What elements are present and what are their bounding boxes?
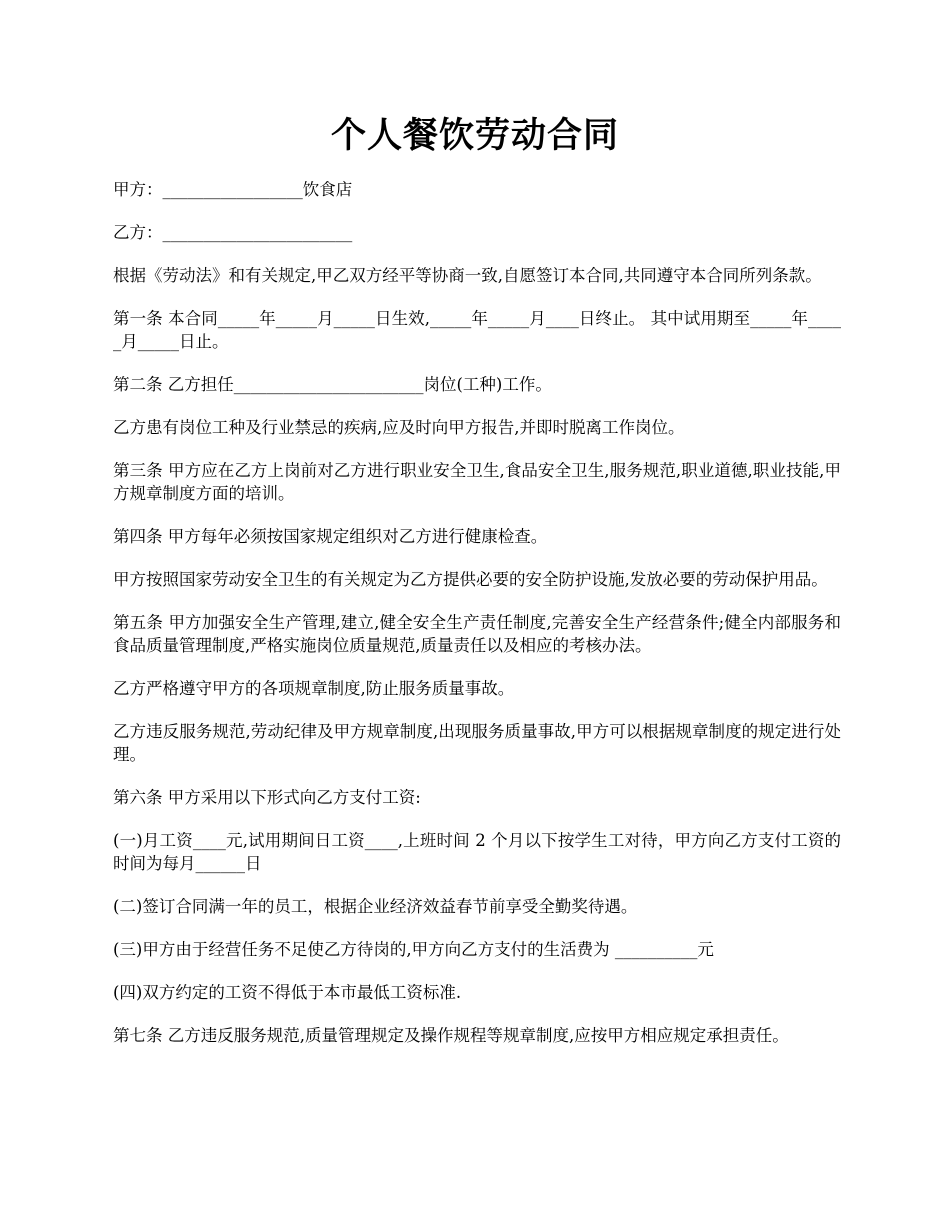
article-6-paragraph: 第六条 甲方采用以下形式向乙方支付工资: [113,788,421,807]
wage-item-3: (三)甲方由于经营任务不足使乙方待岗的,甲方向乙方支付的生活费为 __________元 [113,940,714,959]
wage-item-4: (四)双方约定的工资不得低于本市最低工资标准. [113,983,462,1002]
article-5-violation-paragraph: 乙方违反服务规范,劳动纪律及甲方规章制度,出现服务质量事故,甲方可以根据规章制度的规定进行处理。 [113,722,841,764]
article-4-paragraph: 第四条 甲方每年必须按国家规定组织对乙方进行健康检查。 [113,527,548,546]
wage-item-1: (一)月工资____元,试用期间日工资____,上班时间 2 个月以下按学生工对待，甲方向乙方支付工资的时间为每月______日 [113,831,841,873]
document-title: 个人餐饮劳动合同 [330,115,619,156]
article-2-note-paragraph: 乙方患有岗位工种及行业禁忌的疾病,应及时向甲方报告,并即时脱离工作岗位。 [113,418,685,437]
article-3-paragraph: 第三条 甲方应在乙方上岗前对乙方进行职业安全卫生,食品安全卫生,服务规范,职业道德,职业技能,甲方规章制度方面的培训。 [113,461,841,503]
article-5-note-paragraph: 乙方严格遵守甲方的各项规章制度,防止服务质量事故。 [113,679,515,698]
article-2-paragraph: 第二条 乙方担任_______________________岗位(工种)工作。 [113,375,552,394]
article-5-paragraph: 第五条 甲方加强安全生产管理,建立,健全安全生产责任制度,完善安全生产经营条件;健全内部服务和食品质量管理制度,严格实施岗位质量规范,质量责任以及相应的考核办法。 [113,613,841,655]
article-1-paragraph: 第一条 本合同_____年_____月_____日生效,_____年_____月____日终止。 其中试用期至_____年_____月_____日止。 [113,309,841,351]
preamble-paragraph: 根据《劳动法》和有关规定,甲乙双方经平等协商一致,自愿签订本合同,共同遵守本合同所列条款。 [113,266,822,285]
wage-item-2: (二)签订合同满一年的员工，根据企业经济效益春节前享受全勤奖待遇。 [113,897,638,916]
party-b-line: 乙方：_______________________ [113,223,353,242]
article-4-note-paragraph: 甲方按照国家劳动安全卫生的有关规定为乙方提供必要的安全防护设施,发放必要的劳动保护用品。 [113,570,828,589]
document-body [113,178,841,1067]
article-7-paragraph: 第七条 乙方违反服务规范,质量管理规定及操作规程等规章制度,应按甲方相应规定承担责任。 [113,1026,789,1045]
party-a-line: 甲方：_________________饮食店 [113,180,353,199]
